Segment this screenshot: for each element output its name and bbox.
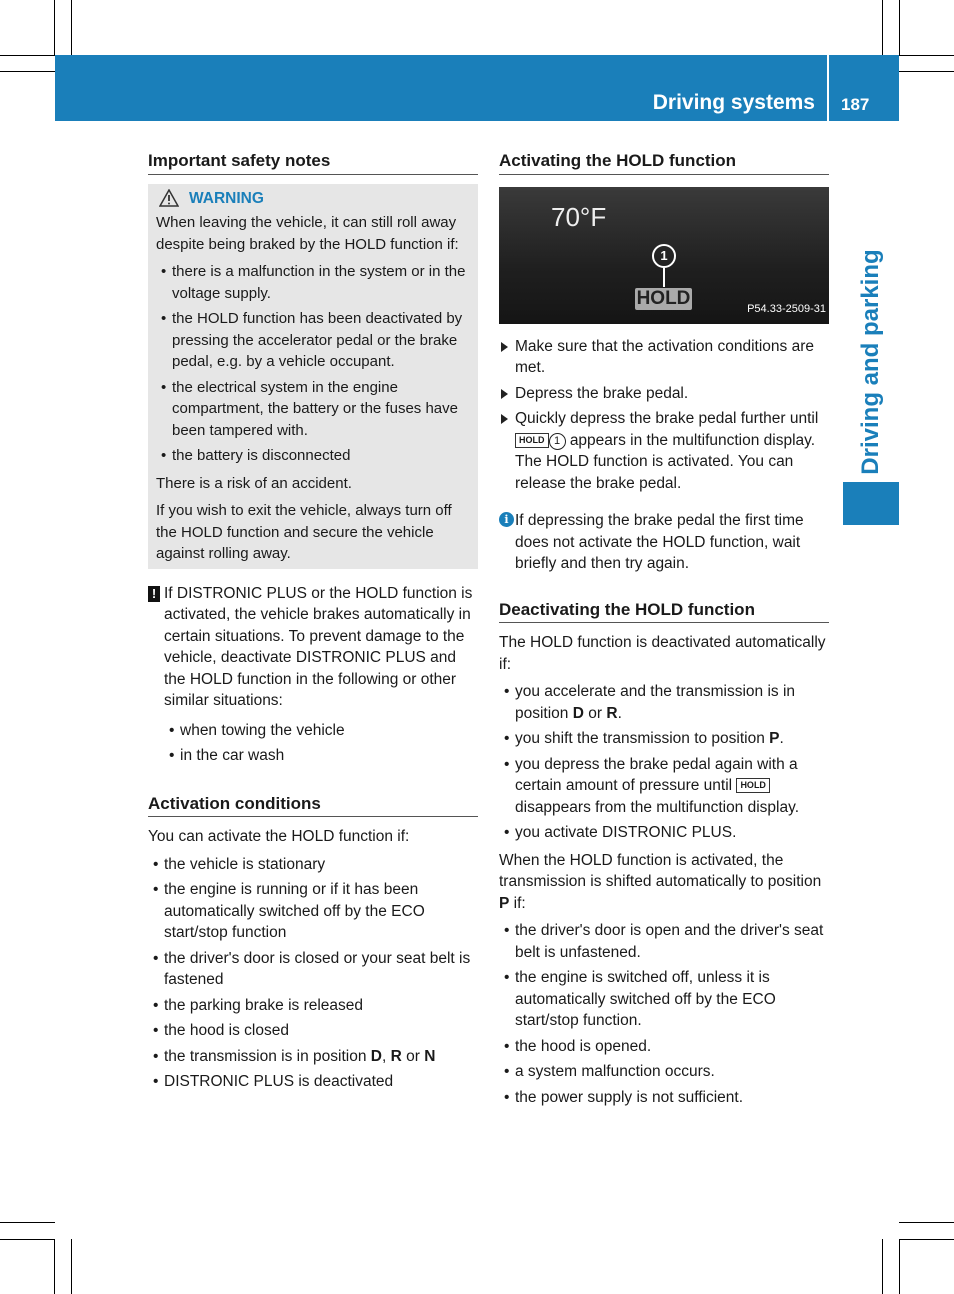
- gear-n: N: [424, 1047, 436, 1065]
- chapter-tab: [843, 482, 899, 525]
- activation-steps: [499, 336, 829, 495]
- item-text: you depress the brake pedal again with a certain amount of pressure until: [515, 755, 798, 794]
- info-note: [499, 510, 829, 575]
- temperature-readout: 70°F: [551, 201, 607, 232]
- list-item: [499, 754, 829, 819]
- gear-p: P: [499, 894, 510, 912]
- activation-list: [148, 854, 478, 1093]
- page-number: 187: [841, 95, 870, 114]
- gear-d: D: [572, 704, 584, 722]
- item-text: you accelerate and the transmission is in position: [515, 683, 796, 722]
- display-photo: [499, 187, 829, 324]
- shift-text: When the HOLD function is activated, the transmission is shifted automatically to position: [499, 851, 822, 890]
- shift-intro: [499, 850, 829, 915]
- crop-mark: [899, 1222, 954, 1223]
- list-item: • there is a malfunction in the system or in the voltage supply.: [156, 261, 470, 304]
- list-item: • the driver's door is open and the driver's seat belt is unfastened.: [499, 920, 829, 963]
- callout-line: [663, 268, 665, 287]
- gear-d: D: [370, 1047, 382, 1065]
- or-text: or: [406, 1047, 420, 1065]
- punct: .: [617, 704, 622, 722]
- gear-p: P: [769, 730, 780, 747]
- crop-mark: [71, 1239, 72, 1294]
- callout-number: 1: [652, 244, 676, 268]
- list-item: • the HOLD function has been deactivated by pressing the accelerator pedal or the brake pedal, e.g. by a vehicle occupant.: [156, 308, 470, 373]
- list-item: • the engine is running or if it has been automatically switched off by the ECO start/stop function: [148, 879, 478, 944]
- info-icon: i: [499, 512, 514, 527]
- chapter-side-label: Driving and parking: [857, 249, 884, 475]
- notice-text: If DISTRONIC PLUS or the HOLD function is activated, the vehicle brakes automatically in certain situations. To prevent damage to the vehicle, deactivate DISTRONIC PLUS and the HOLD function in the following or other similar situations:: [164, 584, 473, 709]
- crop-mark: [71, 0, 72, 55]
- notice-list: [164, 720, 478, 767]
- step-text: Quickly depress the brake pedal further until: [515, 410, 819, 427]
- warning-advice: If you wish to exit the vehicle, always turn off the HOLD function and secure the vehicle against rolling away.: [156, 502, 452, 562]
- list-item: [148, 1046, 478, 1068]
- list-item: • you activate DISTRONIC PLUS.: [499, 822, 829, 844]
- list-item: • the battery is disconnected: [156, 445, 470, 467]
- item-text: disappears from the multifunction display.: [515, 798, 800, 816]
- list-item: • a system malfunction occurs.: [499, 1061, 829, 1083]
- warning-triangle-icon: [159, 189, 179, 207]
- crop-mark: [899, 1239, 900, 1294]
- list-item: • the power supply is not sufficient.: [499, 1087, 829, 1109]
- gear-r: R: [390, 1047, 402, 1065]
- hold-key-icon: HOLD: [515, 433, 549, 448]
- safety-notes-heading: Important safety notes: [148, 150, 478, 175]
- list-item: • the driver's door is closed or your seat belt is fastened: [148, 948, 478, 991]
- deactivating-intro: The HOLD function is deactivated automatically if:: [499, 634, 826, 673]
- list-item: • in the car wash: [164, 745, 478, 767]
- crop-mark: [54, 1239, 55, 1294]
- header-divider: [827, 55, 829, 121]
- warning-box: [148, 184, 478, 569]
- callout-one-icon: 1: [549, 433, 566, 450]
- list-item: • DISTRONIC PLUS is deactivated: [148, 1071, 478, 1093]
- warning-label: WARNING: [189, 189, 264, 207]
- warning-intro: When leaving the vehicle, it can still roll away despite being braked by the HOLD function if:: [156, 214, 459, 253]
- item-text: you shift the transmission to position: [515, 730, 765, 747]
- crop-mark: [899, 55, 954, 56]
- crop-mark: [54, 0, 55, 55]
- section-title: Driving systems: [652, 91, 815, 114]
- position-text: the transmission is in position: [164, 1047, 371, 1065]
- info-text: If depressing the brake pedal the first time does not activate the HOLD function, wait briefly and then try again.: [515, 512, 804, 572]
- warning-header: [156, 188, 470, 210]
- warning-risk: There is a risk of an accident.: [156, 474, 352, 492]
- image-code: P54.33-2509-31: [747, 303, 826, 315]
- list-item: [499, 728, 829, 750]
- shift-list: [499, 920, 829, 1108]
- list-item: • the electrical system in the engine compartment, the battery or the fuses have been tampered with.: [156, 377, 470, 442]
- right-column: [499, 150, 829, 1114]
- activating-heading: Activating the HOLD function: [499, 150, 829, 175]
- list-item: • the vehicle is stationary: [148, 854, 478, 876]
- crop-mark: [882, 1239, 883, 1294]
- crop-mark: [0, 1239, 55, 1240]
- left-column: [148, 150, 478, 1099]
- deactivating-list: [499, 681, 829, 844]
- step-result: The HOLD function is activated. You can release the brake pedal.: [515, 453, 794, 492]
- list-item: [499, 681, 829, 724]
- list-item: • the hood is closed: [148, 1020, 478, 1042]
- page-header: [55, 55, 899, 121]
- step-item: Make sure that the activation conditions are met.: [499, 336, 829, 379]
- crop-mark: [899, 71, 954, 72]
- list-item: • the engine is switched off, unless it is automatically switched off by the ECO start/stop function.: [499, 967, 829, 1032]
- notice-block: [148, 583, 478, 767]
- deactivating-heading: Deactivating the HOLD function: [499, 599, 829, 624]
- list-item: • the hood is opened.: [499, 1036, 829, 1058]
- punct: .: [779, 730, 784, 747]
- activation-intro: You can activate the HOLD function if:: [148, 828, 410, 845]
- shift-text: if:: [513, 894, 526, 912]
- crop-mark: [0, 1222, 55, 1223]
- activation-heading: Activation conditions: [148, 793, 478, 818]
- crop-mark: [882, 0, 883, 55]
- crop-mark: [899, 1239, 954, 1240]
- crop-mark: [0, 71, 55, 72]
- list-item: • when towing the vehicle: [164, 720, 478, 742]
- crop-mark: [899, 0, 900, 55]
- warning-list: [156, 261, 470, 467]
- step-item: Depress the brake pedal.: [499, 383, 829, 405]
- hold-indicator: HOLD: [636, 287, 691, 309]
- gear-r: R: [606, 704, 618, 722]
- punct: ,: [381, 1047, 387, 1065]
- step-item: [499, 408, 829, 494]
- or-text: or: [588, 704, 603, 722]
- hold-key-icon: HOLD: [736, 778, 770, 793]
- crop-mark: [0, 55, 55, 56]
- exclamation-icon: !: [148, 586, 160, 602]
- list-item: • the parking brake is released: [148, 995, 478, 1017]
- step-text: appears in the multifunction display.: [569, 431, 816, 449]
